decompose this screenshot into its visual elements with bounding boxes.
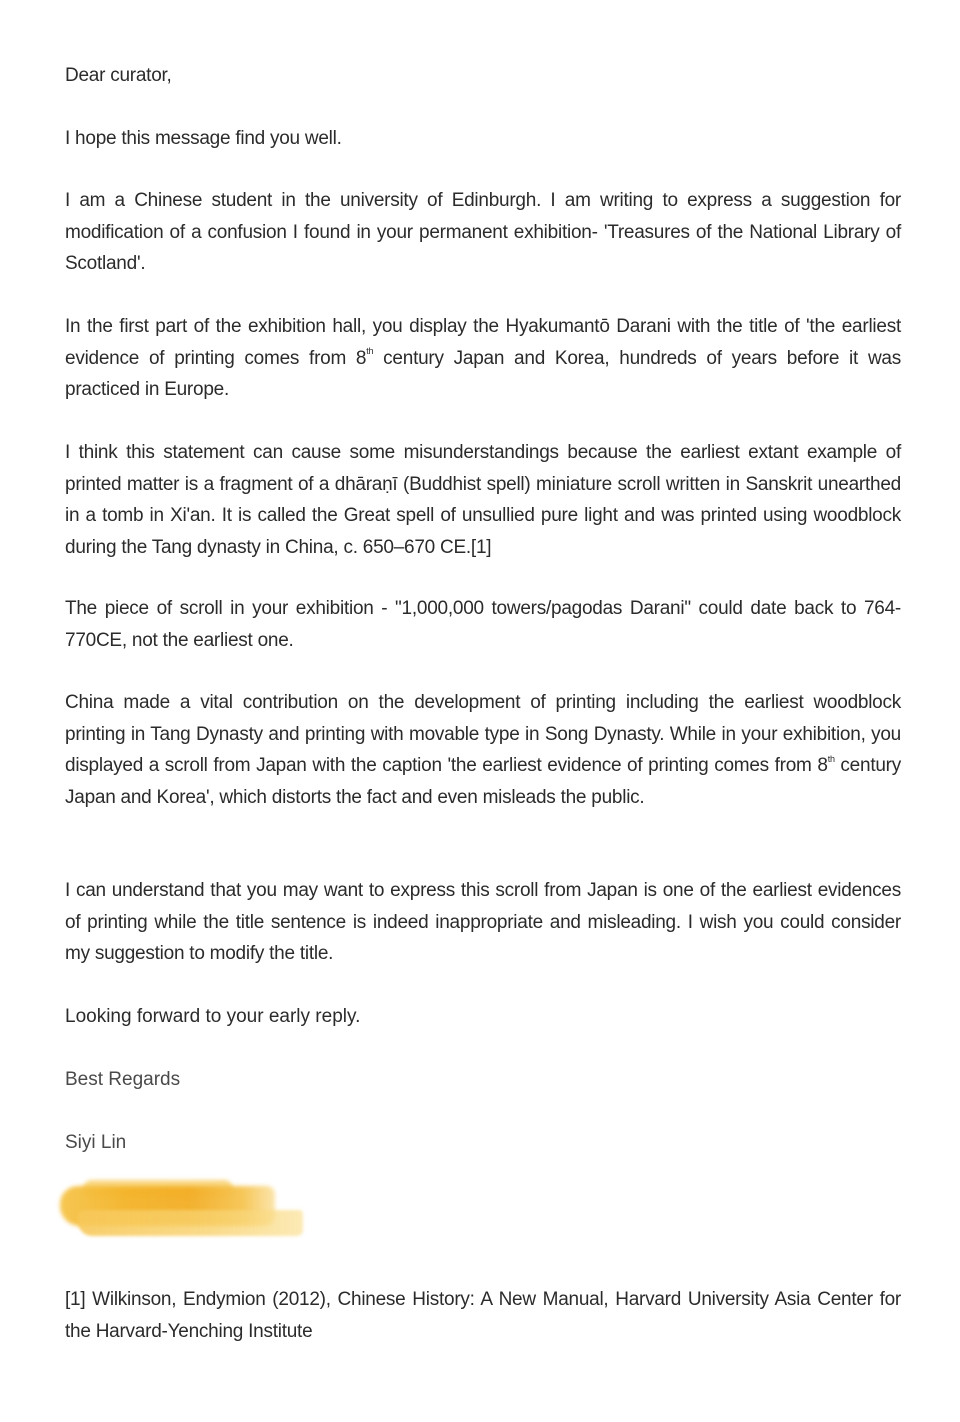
paragraph-earliest-example: I think this statement can cause some misunderstandings because the earliest extant example of printed matter is a fragment of a dhāraṇī (Buddhist spell) miniature scroll written in Sanskrit unearthed in a tomb in Xi'an. It is called the Great spell of unsullied pure light and was printed using woodblock during the Tang dynasty in China, c. 650–670 CE.[1] (65, 442, 901, 558)
salutation: Dear curator, (65, 65, 172, 86)
paragraph-text: century Japan and Korea', which distorts the fact and even misleads the public. (65, 755, 901, 808)
footnote-reference: [1] Wilkinson, Endymion (2012), Chinese History: A New Manual, Harvard University Asia Center for the Harvard-Yenching Institute (65, 1289, 901, 1342)
paragraph-suggestion: I can understand that you may want to express this scroll from Japan is one of the earliest evidences of printing while the title sentence is indeed inappropriate and misleading. I wish you could consider my suggestion to modify the title. (65, 880, 901, 964)
sign-off: Best Regards (65, 1069, 181, 1090)
ordinal-suffix: th (827, 753, 835, 764)
redaction-stroke (78, 1210, 303, 1236)
signature-name: Siyi Lin (65, 1132, 127, 1153)
paragraph-introduction: I am a Chinese student in the university of Edinburgh. I am writing to express a suggestion for modification of a confusion I found in your permanent exhibition- 'Treasures of the National Library of Scotland'. (65, 190, 901, 274)
paragraph-text: In the first part of the exhibition hall, you display the Hyakumantō Darani with the title of 'the earliest evidence of printing comes from 8 (65, 316, 901, 369)
ordinal-suffix: th (366, 346, 374, 357)
paragraph-text: China made a vital contribution on the development of printing including the earliest woodblock printing in Tang Dynasty and printing with movable type in Song Dynasty. While in your exhibition, you displayed a scroll from Japan with the caption 'the earliest evidence of printing comes from 8 (65, 692, 901, 776)
paragraph-text: century Japan and Korea, hundreds of years before it was practiced in Europe. (65, 347, 901, 400)
closing-line: Looking forward to your early reply. (65, 1006, 361, 1027)
redaction-highlight (58, 1180, 303, 1236)
opening-line: I hope this message find you well. (65, 128, 342, 149)
paragraph-scroll-date: The piece of scroll in your exhibition - "1,000,000 towers/pagodas Darani" could date back to 764-770CE, not the earliest one. (65, 598, 901, 651)
paragraph-china-contribution (65, 687, 901, 813)
paragraph-exhibition-title (65, 311, 901, 406)
